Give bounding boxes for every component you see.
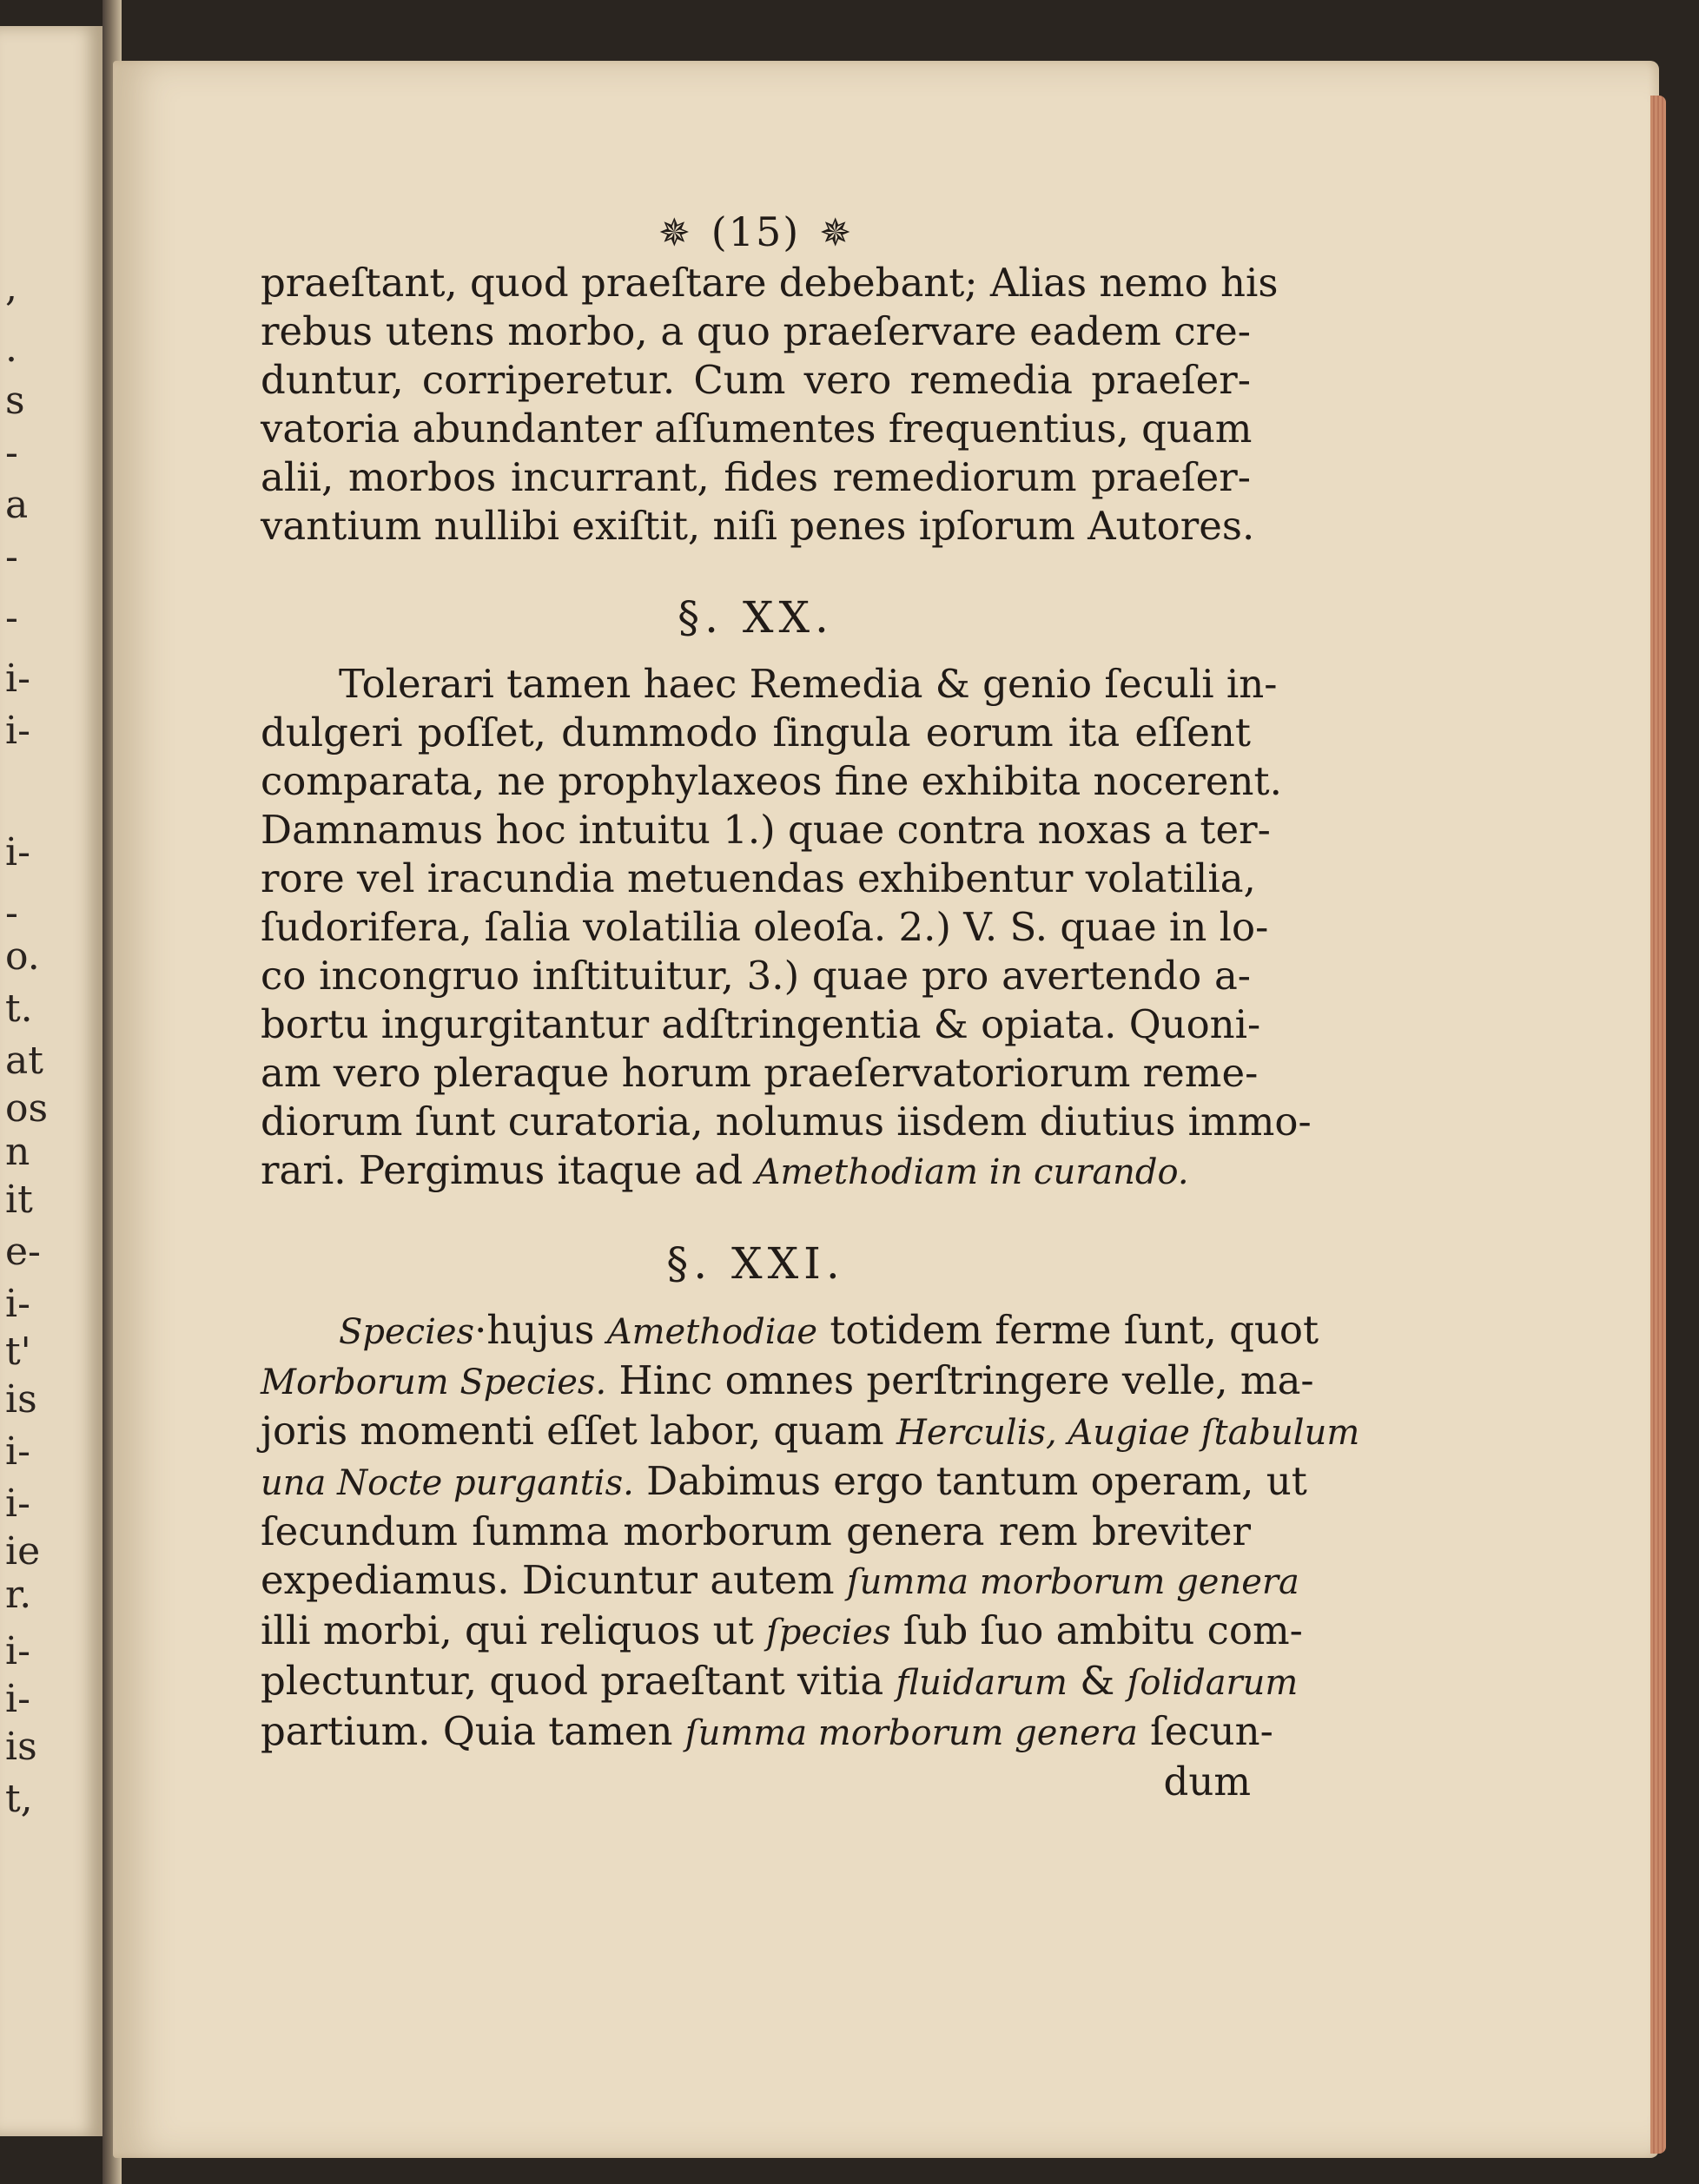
text-run: illi morbi, qui reliquos ut bbox=[261, 1607, 767, 1653]
margin-fragment: i- bbox=[5, 1429, 30, 1474]
text-run: expediamus. Dicuntur autem bbox=[261, 1557, 847, 1603]
italic-run: una Nocte purgantis. bbox=[261, 1463, 634, 1503]
margin-fragment: it bbox=[5, 1178, 33, 1222]
text-line: bortu ingurgitantur adſtringentia & opiata. Quoni- bbox=[261, 1001, 1261, 1047]
margin-fragment: i- bbox=[5, 830, 30, 874]
margin-fragment: o. bbox=[5, 934, 40, 979]
text-run: partium. Quia tamen bbox=[261, 1708, 685, 1754]
italic-run: Amethodiam in curando. bbox=[755, 1152, 1189, 1192]
margin-fragment: at bbox=[5, 1039, 43, 1083]
italic-run: Amethodiae bbox=[606, 1312, 818, 1352]
margin-fragment: . bbox=[5, 327, 17, 371]
text-run: ſecun- bbox=[1137, 1708, 1273, 1754]
catchword: dum bbox=[1163, 1758, 1251, 1805]
text-line: am vero pleraque horum praeſervatoriorum reme- bbox=[261, 1050, 1259, 1096]
section-heading-20: §. XX. bbox=[678, 592, 834, 643]
paragraph-section-21 bbox=[261, 1306, 1360, 1806]
italic-run: Morborum Species. bbox=[261, 1363, 607, 1402]
text-run: Dabimus ergo tantum operam, ut bbox=[633, 1458, 1307, 1504]
text-run: ·hujus bbox=[474, 1307, 607, 1353]
margin-fragment: t' bbox=[5, 1330, 31, 1374]
text-run: totidem ferme ſunt, quot bbox=[817, 1307, 1319, 1353]
italic-run: ſumma morborum genera bbox=[684, 1713, 1138, 1753]
text-line bbox=[261, 1556, 1299, 1607]
text-run: joris momenti eſſet labor, quam bbox=[261, 1408, 897, 1454]
text-line bbox=[261, 1146, 1251, 1197]
text-run: Hinc omnes perſtringere velle, ma- bbox=[606, 1357, 1314, 1403]
text-line: rebus utens morbo, a quo praeſervare eadem cre- bbox=[261, 308, 1251, 354]
margin-fragment: i- bbox=[5, 657, 30, 701]
margin-fragment: is bbox=[5, 1725, 37, 1769]
italic-run: Herculis, Augiae ſtabulum bbox=[896, 1413, 1360, 1453]
ornament-left-icon: ✵ bbox=[658, 211, 692, 255]
italic-run: fluidarum bbox=[896, 1663, 1068, 1703]
margin-fragment: , bbox=[5, 266, 17, 310]
text-line: Damnamus hoc intuitu 1.) quae contra noxas a ter- bbox=[261, 807, 1271, 853]
margin-fragment: n bbox=[5, 1130, 30, 1174]
italic-run: ſpecies bbox=[766, 1613, 891, 1653]
text-line: dulgeri poſſet, dummodo ſingula eorum ita eſſent bbox=[261, 709, 1251, 755]
text-line bbox=[261, 1306, 1319, 1356]
margin-fragment: os bbox=[5, 1086, 49, 1131]
page-number: (15) bbox=[711, 208, 801, 255]
section-heading-21: §. XXI. bbox=[666, 1238, 845, 1289]
page-edge bbox=[1650, 96, 1666, 2154]
margin-fragment: a bbox=[5, 483, 29, 527]
text-run: rari. Pergimus itaque ad bbox=[261, 1147, 756, 1193]
italic-run: Species bbox=[339, 1312, 475, 1352]
text-line: vatoria abundanter aſſumentes frequentius, quam bbox=[261, 406, 1253, 452]
text-line: ſecundum ſumma morborum genera rem breviter bbox=[261, 1508, 1251, 1554]
text-line: Tolerari tamen haec Remedia & genio ſeculi in- bbox=[339, 661, 1278, 707]
text-line: co incongruo inſtituitur, 3.) quae pro avertendo a- bbox=[261, 953, 1251, 999]
margin-fragment: i- bbox=[5, 1629, 30, 1673]
text-line: comparata, ne prophylaxeos fine exhibita nocerent. bbox=[261, 758, 1282, 804]
page-text bbox=[261, 208, 1360, 1806]
left-page-edge bbox=[0, 26, 105, 2136]
margin-fragment: - bbox=[5, 431, 18, 475]
text-line bbox=[261, 1657, 1299, 1707]
text-line bbox=[261, 1407, 1360, 1457]
page-header bbox=[261, 208, 1251, 255]
margin-fragment: is bbox=[5, 1377, 37, 1422]
margin-fragment: i- bbox=[5, 1481, 30, 1526]
text-line bbox=[261, 1356, 1314, 1407]
italic-run: ſolidarum bbox=[1127, 1663, 1299, 1703]
text-line: vantium nullibi exiſtit, niſi penes ipſorum Autores. bbox=[261, 503, 1255, 549]
margin-fragment: - bbox=[5, 891, 18, 935]
ornament-right-icon: ✵ bbox=[819, 211, 854, 255]
paragraph-section-20 bbox=[261, 660, 1312, 1197]
text-line bbox=[261, 1707, 1273, 1758]
margin-fragment: s bbox=[5, 379, 25, 423]
italic-run: ſumma morborum genera bbox=[846, 1562, 1299, 1602]
text-run: ſub ſuo ambitu com- bbox=[890, 1607, 1303, 1653]
text-run: plectuntur, quod praeſtant vitia bbox=[261, 1658, 896, 1704]
text-line: diorum ſunt curatoria, nolumus iisdem diutius immo- bbox=[261, 1099, 1312, 1145]
paragraph-1 bbox=[261, 259, 1279, 551]
text-line: alii, morbos incurrant, fides remediorum praeſer- bbox=[261, 454, 1251, 500]
text-line: ſudorifera, ſalia volatilia oleoſa. 2.) V. S. quae in lo- bbox=[261, 904, 1269, 950]
margin-fragment: i- bbox=[5, 1282, 30, 1326]
text-line: duntur, corriperetur. Cum vero remedia praeſer- bbox=[261, 357, 1251, 403]
text-line: praeſtant, quod praeſtare debebant; Alias nemo his bbox=[261, 260, 1279, 306]
margin-fragment: - bbox=[5, 535, 18, 579]
text-run: & bbox=[1067, 1658, 1127, 1704]
text-line bbox=[261, 1607, 1303, 1657]
text-line: rore vel iracundia metuendas exhibentur volatilia, bbox=[261, 855, 1256, 901]
margin-fragment: - bbox=[5, 596, 18, 640]
margin-fragment: i- bbox=[5, 1677, 30, 1721]
margin-fragment: r. bbox=[5, 1573, 32, 1617]
margin-fragment: t. bbox=[5, 986, 33, 1031]
margin-fragment: t, bbox=[5, 1777, 33, 1821]
margin-fragment: e- bbox=[5, 1230, 41, 1274]
margin-fragment: i- bbox=[5, 709, 30, 753]
text-line bbox=[261, 1457, 1307, 1508]
margin-fragment: ie bbox=[5, 1529, 41, 1574]
